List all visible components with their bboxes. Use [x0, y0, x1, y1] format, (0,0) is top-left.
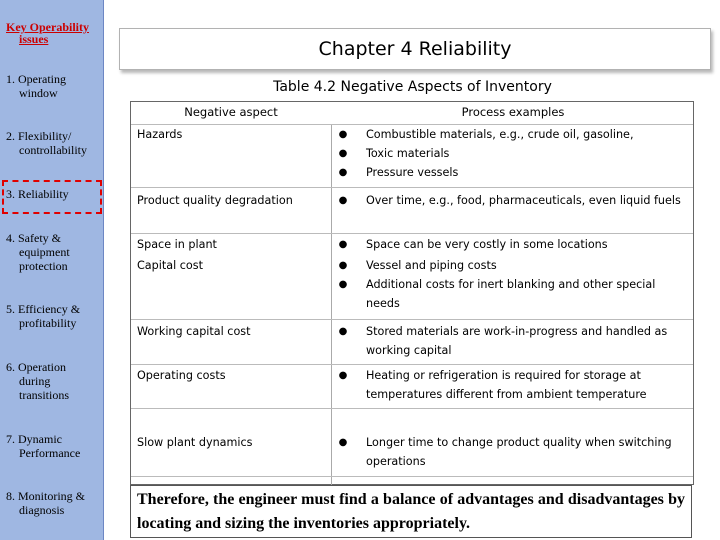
sidebar-item-label: 3. Reliability	[6, 187, 69, 201]
table-cell-example: Pressure vessels	[366, 166, 459, 179]
bullet-icon: ●	[338, 167, 348, 178]
table-cell-example: Combustible materials, e.g., crude oil, gasoline,	[366, 128, 634, 141]
conclusion-note: Therefore, the engineer must find a balance of advantages and disadvantages by locating and sizing the inventories appropriately.	[130, 485, 692, 538]
sidebar-item-label-cont: diagnosis	[19, 503, 65, 517]
sidebar-item-label: 4. Safety &	[6, 231, 61, 245]
inventory-aspects-table	[130, 101, 694, 485]
table-cell-example: Over time, e.g., food, pharmaceuticals, even liquid fuels	[366, 194, 681, 207]
sidebar-item-label: 8. Monitoring &	[6, 489, 86, 503]
sidebar-item-label-cont: during	[19, 374, 51, 388]
sidebar-item-dynamic-performance[interactable]	[6, 432, 102, 460]
bullet-icon: ●	[338, 279, 348, 290]
sidebar-item-label-cont: profitability	[19, 316, 77, 330]
sidebar-item-label-cont: protection	[19, 259, 68, 273]
table-cell-example: Toxic materials	[366, 147, 450, 160]
table-cell-aspect: Capital cost	[137, 259, 203, 272]
table-cell-example: Additional costs for inert blanking and other special needs	[366, 278, 656, 310]
sidebar-item-label-cont: transitions	[19, 388, 69, 402]
table-caption: Table 4.2 Negative Aspects of Inventory	[273, 79, 552, 95]
sidebar-item-safety[interactable]	[6, 231, 102, 273]
bullet-icon: ●	[338, 239, 348, 250]
row-divider	[131, 476, 693, 477]
bullet-icon: ●	[338, 326, 348, 337]
sidebar-item-label: 1. Operating	[6, 72, 66, 86]
sidebar-item-label: 5. Efficiency &	[6, 302, 81, 316]
bullet-icon: ●	[338, 148, 348, 159]
sidebar-item-label-cont: Performance	[19, 446, 81, 460]
bullet-icon: ●	[338, 260, 348, 271]
table-cell-example: Space can be very costly in some locations	[366, 238, 608, 251]
table-cell-example: Vessel and piping costs	[366, 259, 497, 272]
sidebar-item-monitoring[interactable]	[6, 489, 102, 517]
column-divider	[331, 124, 332, 485]
table-cell-aspect: Working capital cost	[137, 325, 251, 338]
sidebar	[0, 0, 104, 540]
table-cell-aspect: Product quality degradation	[137, 194, 293, 207]
table-cell-example: Longer time to change product quality when switching operations	[366, 436, 672, 468]
table-cell-example: Heating or refrigeration is required for storage at temperatures different from ambient temperature	[366, 369, 647, 401]
sidebar-item-efficiency[interactable]	[6, 302, 102, 330]
bullet-icon: ●	[338, 370, 348, 381]
column-header-examples: Process examples	[461, 105, 565, 119]
sidebar-item-label: 7. Dynamic	[6, 432, 62, 446]
bullet-icon: ●	[338, 129, 348, 140]
page-title: Chapter 4 Reliability	[119, 28, 711, 70]
sidebar-item-label: 6. Operation	[6, 360, 66, 374]
row-divider	[131, 408, 693, 409]
sidebar-item-label-cont: window	[19, 86, 58, 100]
row-divider	[131, 233, 693, 234]
sidebar-heading-line1: Key Operability	[6, 20, 89, 34]
sidebar-item-operation-transitions[interactable]	[6, 360, 102, 402]
sidebar-item-label: 2. Flexibility/	[6, 129, 72, 143]
table-cell-aspect: Operating costs	[137, 369, 226, 382]
bullet-icon: ●	[338, 195, 348, 206]
sidebar-item-flexibility[interactable]	[6, 129, 102, 157]
sidebar-item-reliability[interactable]	[6, 187, 102, 201]
bullet-icon: ●	[338, 437, 348, 448]
sidebar-item-label-cont: controllability	[19, 143, 87, 157]
sidebar-item-operating-window[interactable]	[6, 72, 102, 100]
sidebar-heading-line2: issues	[19, 32, 49, 46]
table-cell-example: Stored materials are work-in-progress and handled as working capital	[366, 325, 668, 357]
table-cell-aspect: Space in plant	[137, 238, 217, 251]
column-header-aspect: Negative aspect	[184, 105, 278, 119]
sidebar-item-label-cont: equipment	[19, 245, 70, 259]
table-cell-aspect: Slow plant dynamics	[137, 436, 253, 449]
row-divider	[131, 187, 693, 188]
row-divider	[131, 364, 693, 365]
row-divider	[131, 319, 693, 320]
table-cell-aspect: Hazards	[137, 128, 183, 141]
sidebar-heading	[6, 21, 100, 45]
